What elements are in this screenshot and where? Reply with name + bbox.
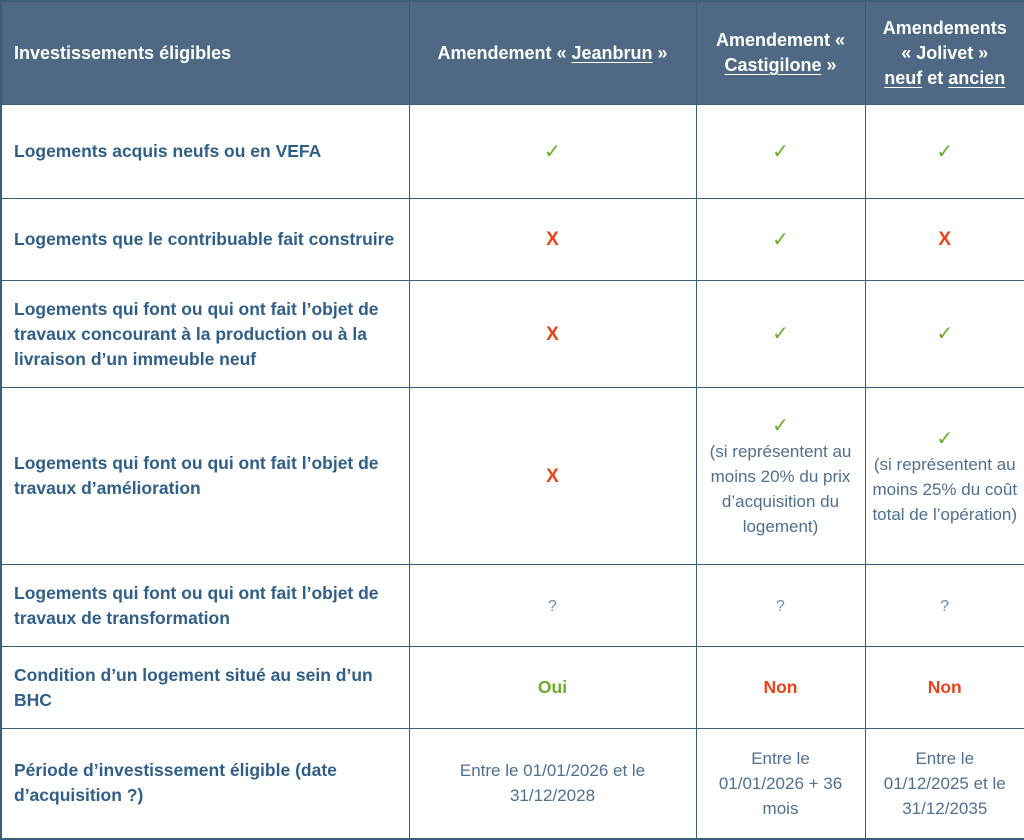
check-icon: ✓ <box>936 425 954 450</box>
cross-icon: X <box>938 229 952 250</box>
cell-castigilone <box>696 565 865 647</box>
table-row <box>1 105 1024 199</box>
question-icon: ? <box>776 597 785 615</box>
period-value: Entre le 01/12/2025 et le 31/12/2035 <box>883 748 1006 818</box>
question-icon: ? <box>548 597 557 615</box>
table-row <box>1 565 1024 647</box>
cell-jolivet <box>865 647 1024 729</box>
question-icon: ? <box>940 597 950 615</box>
check-icon: ✓ <box>772 226 789 251</box>
cell-jolivet <box>865 729 1024 839</box>
row-label: Logements qui font ou qui ont fait l’objet de travaux de transformation <box>1 565 409 647</box>
cell-jolivet <box>865 199 1024 281</box>
cell-jeanbrun <box>409 105 696 199</box>
header-jeanbrun <box>409 1 696 105</box>
cell-jolivet <box>865 565 1024 647</box>
cell-castigilone <box>696 105 865 199</box>
cell-jolivet <box>865 105 1024 199</box>
condition-note: (si représentent au moins 25% du coût total de l’opération) <box>872 454 1018 524</box>
cell-castigilone <box>696 199 865 281</box>
row-label: Période d’investissement éligible (date d’acquisition ?) <box>1 729 409 839</box>
table-row <box>1 199 1024 281</box>
castigilone-link[interactable]: Castigilone <box>724 55 822 75</box>
header-jolivet-line1: Amendements <box>882 17 1007 38</box>
row-label: Condition d’un logement situé au sein d’un BHC <box>1 647 409 729</box>
cell-jeanbrun <box>409 729 696 839</box>
cell-jolivet <box>865 388 1024 565</box>
cross-icon: X <box>546 465 559 487</box>
table-row <box>1 281 1024 388</box>
header-jeanbrun-suffix: » <box>652 42 668 63</box>
table-row <box>1 388 1024 565</box>
period-value: Entre le 01/01/2026 + 36 mois <box>718 748 843 818</box>
cell-jeanbrun <box>409 199 696 281</box>
jeanbrun-link[interactable]: Jeanbrun <box>571 42 653 63</box>
header-castigilone-suffix: » <box>821 55 837 75</box>
cell-jeanbrun <box>409 281 696 388</box>
header-jeanbrun-prefix: Amendement « <box>437 42 572 63</box>
header-jolivet-mid: et <box>922 67 949 88</box>
check-icon: ✓ <box>936 321 954 345</box>
check-icon: ✓ <box>772 138 789 163</box>
status-no: Non <box>763 677 798 697</box>
cross-icon: X <box>546 323 559 345</box>
period-value: Entre le 01/01/2026 et le 31/12/2028 <box>459 761 646 806</box>
cell-jeanbrun <box>409 647 696 729</box>
jolivet-neuf-link[interactable]: neuf <box>884 67 923 88</box>
header-row <box>1 1 1024 105</box>
cell-jolivet <box>865 281 1024 388</box>
cell-castigilone <box>696 647 865 729</box>
check-icon: ✓ <box>936 138 954 163</box>
check-icon: ✓ <box>544 138 561 163</box>
table-row <box>1 729 1024 839</box>
check-icon: ✓ <box>772 413 789 437</box>
header-castigilone-line1: Amendement « <box>715 30 846 50</box>
cell-castigilone <box>696 388 865 565</box>
row-label: Logements qui font ou qui ont fait l’objet de travaux concourant à la production ou à la livraison d’un immeuble neuf <box>1 281 409 388</box>
header-investissements-label: Investissements éligibles <box>14 42 232 63</box>
header-castigilone <box>696 1 865 105</box>
status-yes: Oui <box>537 677 568 697</box>
row-label: Logements acquis neufs ou en VEFA <box>1 105 409 199</box>
cross-icon: X <box>546 229 559 250</box>
status-no: Non <box>927 677 962 697</box>
jolivet-ancien-link[interactable]: ancien <box>948 67 1006 88</box>
cell-jeanbrun <box>409 565 696 647</box>
row-label: Logements qui font ou qui ont fait l’objet de travaux d’amélioration <box>1 388 409 565</box>
header-jolivet-line2: « Jolivet » <box>901 42 989 63</box>
cell-castigilone <box>696 281 865 388</box>
row-label: Logements que le contribuable fait construire <box>1 199 409 281</box>
condition-note: (si représentent au moins 20% du prix d’acquisition du logement) <box>709 442 852 536</box>
cell-jeanbrun <box>409 388 696 565</box>
cell-castigilone <box>696 729 865 839</box>
header-investissements <box>1 1 409 105</box>
table-row <box>1 647 1024 729</box>
header-jolivet <box>865 1 1024 105</box>
check-icon: ✓ <box>772 321 789 345</box>
